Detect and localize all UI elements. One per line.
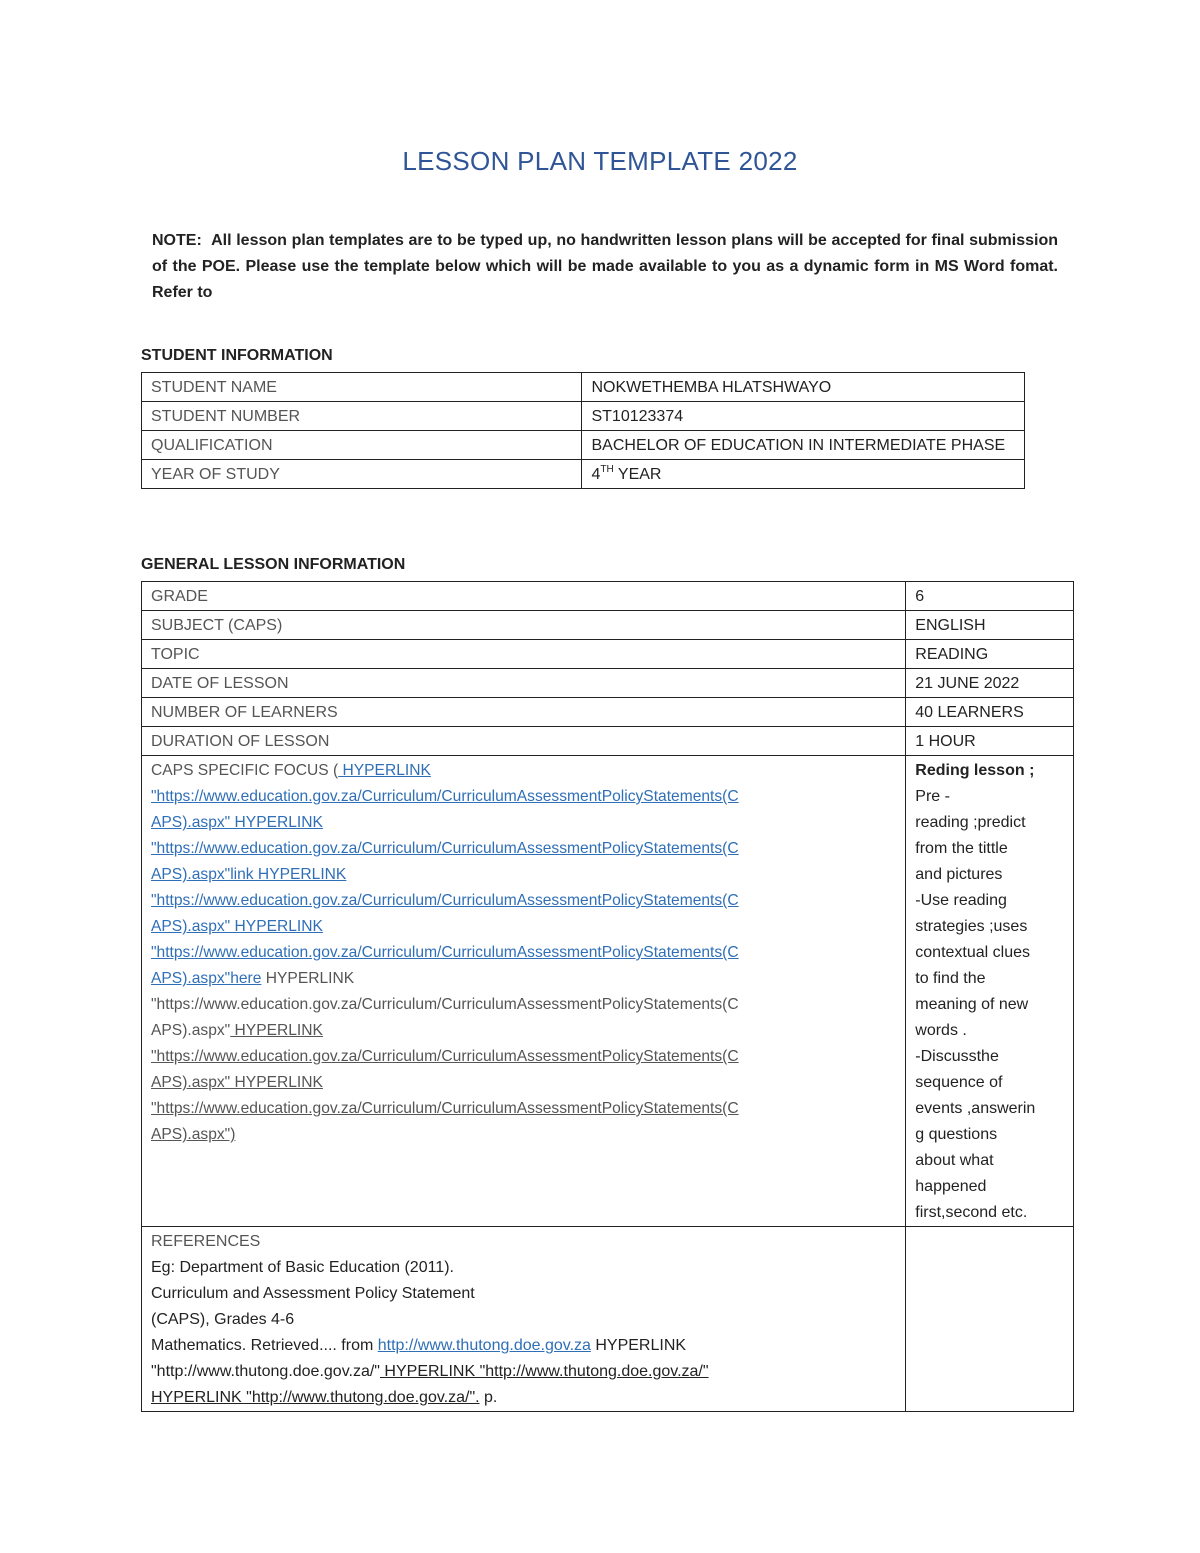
caps-url-1a[interactable]: "https://www.education.gov.za/Curriculum/CurriculumAssessmentPolicyStatements(C (151, 788, 739, 805)
caps-hyperlink-6[interactable]: HYPERLINK (230, 1022, 323, 1039)
year-number: 4 (591, 466, 601, 483)
caps-hyperlink-5: HYPERLINK (261, 970, 355, 987)
note-paragraph (152, 228, 1058, 306)
table-row (142, 640, 1074, 669)
focus-line: first,second etc. (915, 1204, 1028, 1221)
year-of-study-value (582, 460, 1025, 489)
table-row (142, 611, 1074, 640)
caps-url-2b[interactable]: APS).aspx"link HYPERLINK (151, 866, 347, 883)
focus-line: events ,answerin (915, 1100, 1036, 1117)
year-of-study-label: YEAR OF STUDY (142, 460, 582, 489)
student-name-value: NOKWETHEMBA HLATSHWAYO (582, 373, 1025, 402)
reference-hyperlink-tag: HYPERLINK (590, 1337, 687, 1354)
note-text: All lesson plan templates are to be typed up, no handwritten lesson plans will be accepted for final submission of the POE. Please use the template below which will be made available to you as a dynamic form in MS Word fomat. Refer to (152, 232, 1059, 301)
reference-page: p. (479, 1389, 498, 1406)
focus-lines (915, 784, 1071, 1226)
caps-url-3b[interactable]: APS).aspx" HYPERLINK (151, 918, 323, 935)
table-row (142, 373, 1025, 402)
focus-line: words . (915, 1022, 967, 1039)
focus-line: about what (915, 1152, 994, 1169)
focus-line: g questions (915, 1126, 998, 1143)
grade-label: GRADE (142, 582, 906, 611)
grade-value: 6 (906, 582, 1074, 611)
caps-focus-cell (142, 756, 906, 1227)
focus-line: sequence of (915, 1074, 1003, 1091)
table-row (142, 727, 1074, 756)
caps-focus-content (906, 756, 1074, 1227)
focus-line: from the tittle (915, 840, 1008, 857)
focus-line: meaning of new (915, 996, 1029, 1013)
table-row (142, 669, 1074, 698)
reference-line-1: Eg: Department of Basic Education (2011). (151, 1259, 454, 1276)
focus-line: strategies ;uses (915, 918, 1028, 935)
reference-retrieved: Mathematics. Retrieved.... from (151, 1337, 378, 1354)
reference-url-6a[interactable]: HYPERLINK "http://www.thutong.doe.gov.za/". (151, 1389, 480, 1406)
focus-line: -Use reading (915, 892, 1007, 909)
student-number-label: STUDENT NUMBER (142, 402, 582, 431)
reference-url-5a: "http://www.thutong.doe.gov.za/" (151, 1363, 380, 1380)
learners-label: NUMBER OF LEARNERS (142, 698, 906, 727)
table-row (142, 460, 1025, 489)
subject-value: ENGLISH (906, 611, 1074, 640)
reference-line-3: (CAPS), Grades 4-6 (151, 1311, 295, 1328)
table-row (142, 402, 1025, 431)
focus-line: to find the (915, 970, 986, 987)
table-row (142, 582, 1074, 611)
table-row (142, 1227, 1074, 1412)
date-value: 21 JUNE 2022 (906, 669, 1074, 698)
references-cell (142, 1227, 906, 1412)
caps-url-1b[interactable]: APS).aspx" HYPERLINK (151, 814, 323, 831)
focus-line: and pictures (915, 866, 1003, 883)
duration-value: 1 HOUR (906, 727, 1074, 756)
thutong-link[interactable]: http://www.thutong.doe.gov.za (377, 1337, 591, 1354)
subject-label: SUBJECT (CAPS) (142, 611, 906, 640)
reference-line-6 (151, 1385, 896, 1411)
note-label: NOTE: (152, 232, 202, 249)
table-row (142, 698, 1074, 727)
caps-url-5a: "https://www.education.gov.za/Curriculum/CurriculumAssessmentPolicyStatements(C (151, 996, 739, 1013)
student-info-heading: STUDENT INFORMATION (141, 347, 333, 364)
year-superscript: TH (600, 464, 614, 475)
caps-url-5b: APS).aspx" (151, 1022, 231, 1039)
references-label: REFERENCES (151, 1233, 261, 1250)
caps-url-2a[interactable]: "https://www.education.gov.za/Curriculum/CurriculumAssessmentPolicyStatements(C (151, 840, 739, 857)
student-number-value: ST10123374 (582, 402, 1025, 431)
focus-line: happened (915, 1178, 987, 1195)
focus-line: -Discussthe (915, 1048, 999, 1065)
reference-line-2: Curriculum and Assessment Policy Statement (151, 1285, 475, 1302)
caps-url-6b[interactable]: APS).aspx" HYPERLINK (151, 1074, 323, 1091)
topic-value: READING (906, 640, 1074, 669)
caps-url-3a[interactable]: "https://www.education.gov.za/Curriculum/CurriculumAssessmentPolicyStatements(C (151, 892, 739, 909)
caps-url-4a[interactable]: "https://www.education.gov.za/Curriculum/CurriculumAssessmentPolicyStatements(C (151, 944, 739, 961)
caps-url-4b[interactable]: APS).aspx"here (151, 970, 262, 987)
focus-heading: Reding lesson ; (915, 762, 1035, 779)
duration-label: DURATION OF LESSON (142, 727, 906, 756)
caps-url-6a[interactable]: "https://www.education.gov.za/Curriculum/CurriculumAssessmentPolicyStatements(C (151, 1048, 739, 1065)
qualification-label: QUALIFICATION (142, 431, 582, 460)
qualification-value: BACHELOR OF EDUCATION IN INTERMEDIATE PHASE (582, 431, 1025, 460)
table-row (142, 756, 1074, 1227)
page-title: LESSON PLAN TEMPLATE 2022 (402, 146, 798, 176)
topic-label: TOPIC (142, 640, 906, 669)
references-value-cell (906, 1227, 1074, 1412)
general-info-table (141, 581, 1074, 1412)
student-name-label: STUDENT NAME (142, 373, 582, 402)
caps-hyperlink-1[interactable]: HYPERLINK (338, 762, 431, 779)
date-label: DATE OF LESSON (142, 669, 906, 698)
student-info-table (141, 372, 1025, 489)
reference-url-5b[interactable]: HYPERLINK "http://www.thutong.doe.gov.za/" (379, 1363, 709, 1380)
table-row (142, 431, 1025, 460)
caps-focus-label: CAPS SPECIFIC FOCUS ( (151, 762, 339, 779)
learners-value: 40 LEARNERS (906, 698, 1074, 727)
general-info-heading: GENERAL LESSON INFORMATION (141, 556, 406, 573)
year-suffix: YEAR (613, 466, 662, 483)
focus-line: contextual clues (915, 944, 1030, 961)
reference-line-5 (151, 1359, 896, 1385)
caps-url-7b[interactable]: APS).aspx") (151, 1126, 236, 1143)
focus-line: Pre - (915, 788, 950, 805)
caps-url-7a[interactable]: "https://www.education.gov.za/Curriculum/CurriculumAssessmentPolicyStatements(C (151, 1100, 739, 1117)
reference-line-4 (151, 1333, 896, 1359)
focus-line: reading ;predict (915, 814, 1026, 831)
